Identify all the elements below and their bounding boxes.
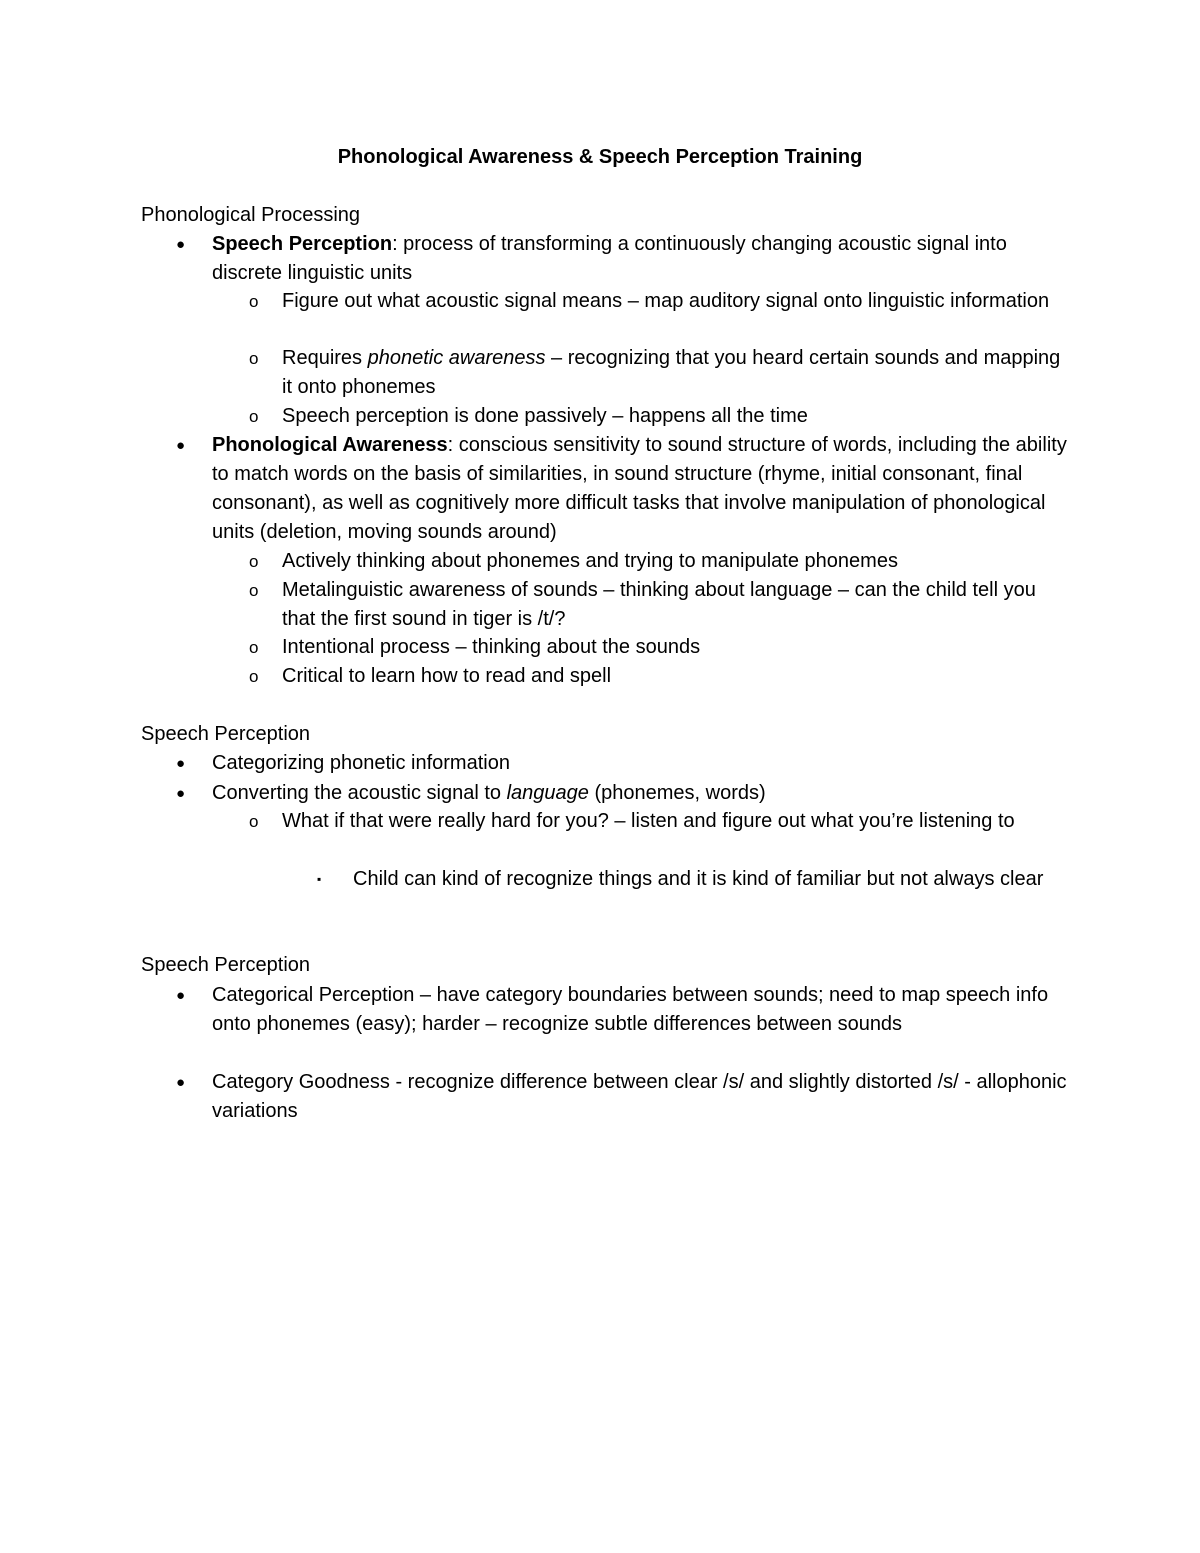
- square-bullet-marker: ▪: [317, 872, 322, 886]
- sub-item-text: Figure out what acoustic signal means – map auditory signal onto linguistic information: [282, 290, 1050, 312]
- sub-item-text: Metalinguistic awareness of sounds – thinking about language – can the child tell you that the first sound in tiger is /t/?: [282, 579, 1036, 630]
- bullet-marker: ●: [176, 785, 186, 802]
- sub-list-item: [249, 547, 1072, 576]
- sub-bullet-marker: o: [249, 667, 259, 686]
- sub-list-item: [249, 344, 1072, 402]
- term-speech-perception: Speech Perception: [212, 233, 393, 255]
- term-phonological-awareness: Phonological Awareness: [212, 434, 448, 456]
- sub-item-text: Actively thinking about phonemes and trying to manipulate phonemes: [282, 550, 898, 572]
- sub-sub-list-item: [317, 865, 1073, 894]
- sub-item-text: Speech perception is done passively – happens all the time: [282, 405, 808, 427]
- sub-bullet-marker: o: [249, 812, 259, 831]
- sub-sub-item-text: Child can kind of recognize things and it is kind of familiar but not always clear: [353, 868, 1044, 890]
- sub-list-item: [249, 662, 1072, 691]
- item-text-before: Converting the acoustic signal to: [212, 782, 507, 804]
- sub-item-text-after: – recognizing that you heard certain sounds and mapping it onto phonemes: [282, 347, 1061, 398]
- sub-list-item: [249, 287, 1072, 316]
- list-item: [176, 749, 1072, 778]
- sub-item-text: Critical to learn how to read and spell: [282, 665, 612, 687]
- list-item: [176, 981, 1072, 1039]
- item-text: Categorizing phonetic information: [212, 752, 510, 774]
- sub-bullet-marker: o: [249, 292, 259, 311]
- bullet-marker: ●: [176, 437, 186, 454]
- definition-text: : conscious sensitivity to sound structure of words, including the ability to match words on the basis of similarities, in sound structure (rhyme, initial consonant, final consonant), as well as cognitively more difficult tasks that involve manipulation of phonological units (deletion, moving sounds around): [212, 434, 1067, 543]
- bullet-marker: ●: [176, 987, 186, 1004]
- section-heading-speech-perception: Speech Perception: [141, 723, 311, 745]
- list-item: [176, 1068, 1072, 1126]
- list-item: [176, 779, 1072, 808]
- section-heading-phonological-processing: Phonological Processing: [141, 204, 361, 226]
- sub-bullet-marker: o: [249, 581, 259, 600]
- item-text: Category Goodness - recognize difference between clear /s/ and slightly distorted /s/ - allophonic variations: [212, 1071, 1067, 1122]
- sub-bullet-marker: o: [249, 552, 259, 571]
- sub-bullet-marker: o: [249, 407, 259, 426]
- sub-item-text-before: Requires: [282, 347, 368, 369]
- list-item-phonological-awareness: [176, 431, 1072, 547]
- sub-list-item: [249, 633, 1072, 662]
- emphasis-language: language: [506, 782, 589, 804]
- sub-bullet-marker: o: [249, 638, 259, 657]
- definition-text: : process of transforming a continuously changing acoustic signal into discrete linguistic units: [212, 233, 1007, 284]
- sub-bullet-marker: o: [249, 349, 259, 368]
- item-text: Categorical Perception – have category boundaries between sounds; need to map speech info onto phonemes (easy); harder – recognize subtle differences between sounds: [212, 984, 1049, 1035]
- section-heading-speech-perception: Speech Perception: [141, 954, 311, 976]
- document-title: Phonological Awareness & Speech Perception Training: [337, 146, 863, 168]
- list-item-speech-perception: [176, 230, 1072, 288]
- sub-list-item: [249, 402, 1072, 431]
- item-text-after: (phonemes, words): [588, 782, 766, 804]
- bullet-marker: ●: [176, 1074, 186, 1091]
- sub-item-text: Intentional process – thinking about the sounds: [282, 636, 701, 658]
- emphasis-phonetic-awareness: phonetic awareness: [367, 347, 546, 369]
- sub-list-item: [249, 576, 1072, 634]
- bullet-marker: ●: [176, 755, 186, 772]
- sub-item-text: What if that were really hard for you? – listen and figure out what you’re listening to: [282, 810, 1015, 832]
- sub-list-item: [249, 807, 1072, 836]
- bullet-marker: ●: [176, 236, 186, 253]
